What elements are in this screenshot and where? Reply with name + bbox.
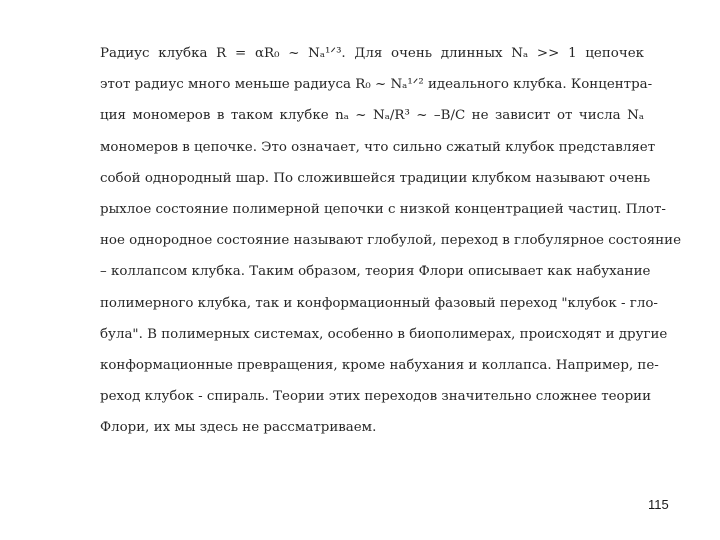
text-line: ция мономеров в таком клубке nₐ ~ Nₐ/R³ ~ –B/C не зависит от числа Nₐ xyxy=(100,108,644,124)
text-line: Флори, их мы здесь не рассматриваем. xyxy=(100,420,377,436)
page-number: 115 xyxy=(648,497,669,512)
body-paragraph xyxy=(100,38,681,443)
text-line: реход клубок - спираль. Теории этих переходов значительно сложнее теории xyxy=(100,389,652,405)
text-line: этот радиус много меньше радиуса R₀ ~ Nₐ¹ᐟ² идеального клубка. Концентра- xyxy=(100,77,653,93)
text-line: ное однородное состояние называют глобулой, переход в глобулярное состояние xyxy=(100,233,681,249)
text-line: рыхлое состояние полимерной цепочки с низкой концентрацией частиц. Плот- xyxy=(100,201,666,217)
text-line: полимерного клубка, так и конформационный фазовый переход "клубок - гло- xyxy=(100,295,658,311)
text-line: була". В полимерных системах, особенно в биополимерах, происходят и другие xyxy=(100,326,668,342)
text-line: Радиус клубка R = αR₀ ~ Nₐ¹ᐟ³. Для очень длинных Nₐ >> 1 цепочек xyxy=(100,46,644,61)
text-line: конформационные превращения, кроме набухания и коллапса. Например, пе- xyxy=(100,357,659,373)
text-line: – коллапсом клубка. Таким образом, теория Флори описывает как набухание xyxy=(100,264,651,280)
text-line: собой однородный шар. По сложившейся традиции клубком называют очень xyxy=(100,170,651,186)
text-line: мономеров в цепочке. Это означает, что сильно сжатый клубок представляет xyxy=(100,139,656,155)
